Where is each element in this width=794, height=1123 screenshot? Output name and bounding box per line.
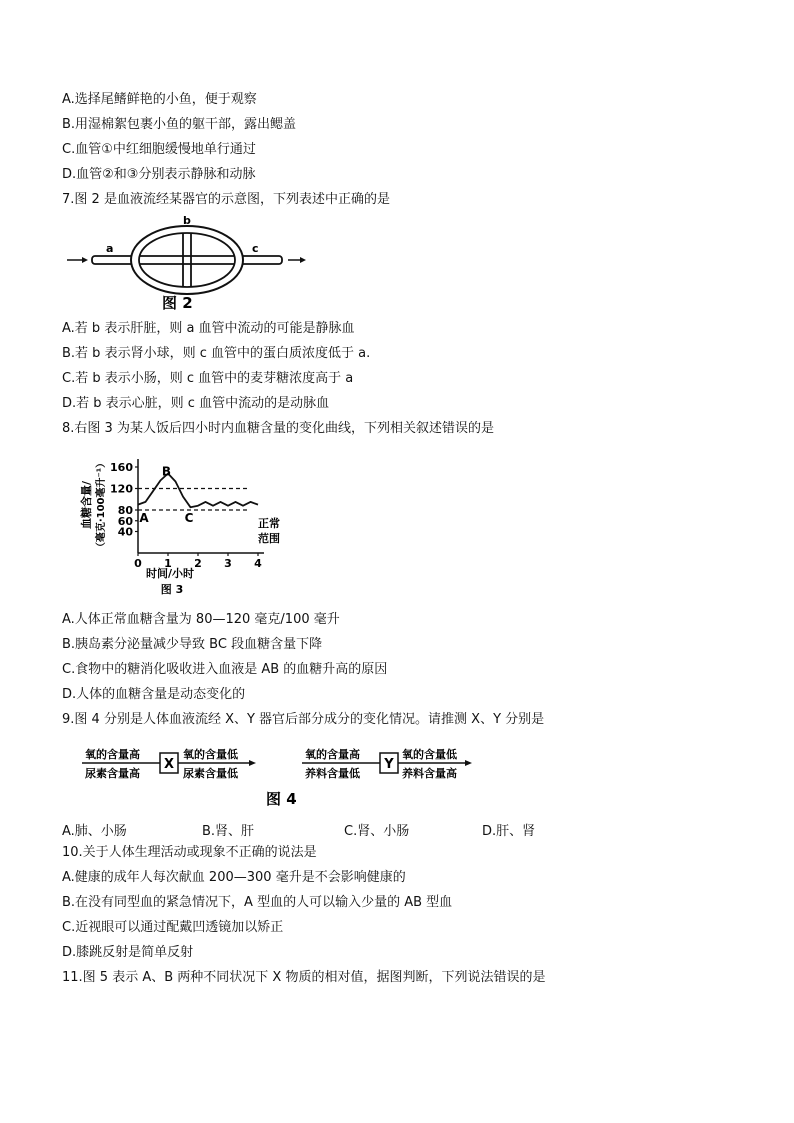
x-tick-label: 4 [254, 557, 262, 570]
chart-plot [138, 464, 258, 525]
label-a: a [106, 242, 114, 255]
q10-option-d: D.膝跳反射是简单反射 [62, 945, 194, 960]
figure-4-caption: 图 4 [266, 790, 297, 808]
y-tick-label: 60 [117, 514, 133, 528]
y-in-nutrient: 养料含量低 [305, 767, 360, 780]
q10-option-c: C.近视眼可以通过配戴凹透镜加以矫正 [62, 920, 284, 935]
q6-option-d: D.血管②和③分别表示静脉和动脉 [62, 167, 256, 182]
q7-option-b: B.若 b 表示肾小球，则 c 血管中的蛋白质浓度低于 a. [62, 346, 371, 361]
y-tick-label: 120 [110, 482, 133, 496]
x-axis-label: 时间/小时 [145, 567, 195, 580]
y-in-oxygen: 氧的含量高 [305, 748, 360, 761]
q10-option-a: A.健康的成年人每次献血 200—300 毫升是不会影响健康的 [62, 870, 406, 885]
organ-y-label: Y [384, 757, 394, 772]
label-b: b [183, 214, 191, 227]
y-axis-label-1: 血糖含量/ [80, 480, 93, 530]
q7-option-d: D.若 b 表示心脏，则 c 血管中流动的是动脉血 [62, 396, 330, 411]
point-label: A [139, 511, 149, 526]
q9-option-a: A.肺、小肠 [62, 824, 127, 839]
q7-option-c: C.若 b 表示小肠，则 c 血管中的麦芽糖浓度高于 a [62, 371, 354, 386]
q8-option-a: A.人体正常血糖含量为 80—120 毫克/100 毫升 [62, 612, 340, 627]
normal-range-label-1: 正常 [258, 517, 280, 530]
q6-option-b: B.用湿棉絮包裹小鱼的躯干部，露出鳃盖 [62, 117, 297, 132]
q10-option-b: B.在没有同型血的紧急情况下，A 型血的人可以输入少量的 AB 型血 [62, 895, 453, 910]
figure-3-blood-sugar-chart [60, 445, 310, 600]
y-tick-label: 80 [117, 504, 133, 517]
q9-option-d: D.肝、肾 [482, 824, 536, 839]
y-tick-label: 40 [117, 525, 133, 539]
y-axis-label-2: （毫克·100毫升⁻¹） [96, 457, 107, 553]
q7-option-a: A.若 b 表示肝脏，则 a 血管中流动的可能是静脉血 [62, 321, 355, 336]
q9-options [62, 820, 582, 839]
q7-stem: 7.图 2 是血液流经某器官的示意图，下列表述中正确的是 [62, 192, 390, 207]
chart-axes [138, 459, 264, 553]
q10-stem: 10.关于人体生理活动或现象不正确的说法是 [62, 845, 317, 860]
point-label: B [161, 464, 172, 479]
q8-option-b: B.胰岛素分泌量减少导致 BC 段血糖含量下降 [62, 637, 323, 652]
figure-3-caption: 图 3 [160, 583, 184, 596]
x-out-oxygen: 氧的含量低 [183, 748, 238, 761]
y-tick-label: 160 [110, 461, 133, 474]
blood-sugar-curve [138, 474, 258, 508]
x-in-oxygen: 氧的含量高 [85, 748, 140, 761]
point-label: C [184, 511, 194, 526]
organ-b [131, 226, 243, 294]
y-out-nutrient: 养料含量高 [402, 767, 457, 780]
normal-range-label-2: 范围 [258, 532, 280, 545]
x-in-urea: 尿素含量高 [85, 767, 140, 780]
figure-2-caption: 图 2 [162, 294, 193, 312]
inflow-arrow [67, 257, 88, 263]
x-tick-label: 1 [164, 557, 172, 570]
figure-2-organ-diagram [62, 210, 312, 315]
q8-option-d: D.人体的血糖含量是动态变化的 [62, 687, 246, 702]
q9-stem: 9.图 4 分别是人体血液流经 X、Y 器官后部分成分的变化情况。请推测 X、Y 分别是 [62, 712, 545, 727]
label-c: c [252, 242, 259, 255]
q6-option-a: A.选择尾鳍鲜艳的小鱼，便于观察 [62, 92, 257, 107]
q6-option-c: C.血管①中红细胞缓慢地单行通过 [62, 142, 256, 157]
q9-option-c: C.肾、小肠 [344, 824, 410, 839]
x-out-urea: 尿素含量低 [183, 767, 238, 780]
figure-4-organ-flow [80, 740, 480, 812]
outflow-arrow [288, 257, 306, 263]
q11-stem: 11.图 5 表示 A、B 两种不同状况下 X 物质的相对值，据图判断，下列说法错误的是 [62, 970, 546, 985]
organ-x-label: X [163, 757, 175, 772]
x-tick-label: 2 [194, 557, 202, 570]
q8-option-c: C.食物中的糖消化吸收进入血液是 AB 的血糖升高的原因 [62, 662, 388, 677]
q8-stem: 8.右图 3 为某人饭后四小时内血糖含量的变化曲线，下列相关叙述错误的是 [62, 421, 494, 436]
x-tick-label: 0 [134, 557, 142, 570]
y-out-oxygen: 氧的含量低 [402, 748, 457, 761]
x-tick-label: 3 [224, 557, 232, 570]
q9-option-b: B.肾、肝 [202, 824, 255, 839]
